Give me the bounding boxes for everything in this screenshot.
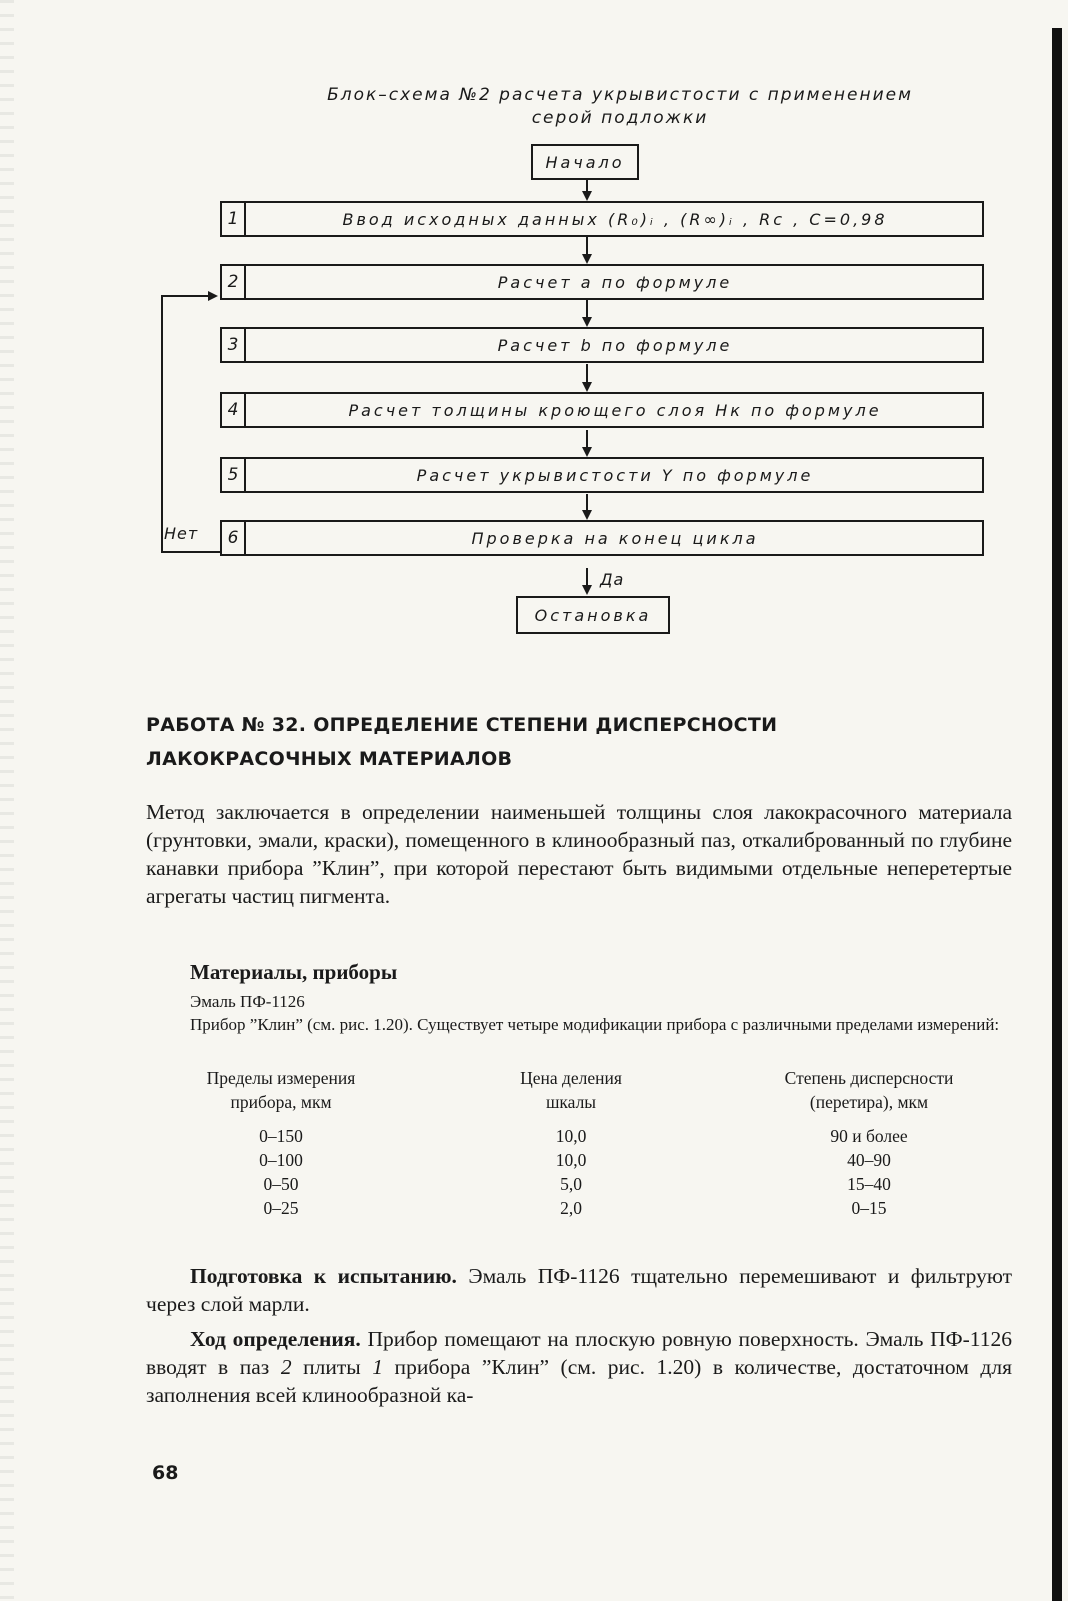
table-cell: 0–15 — [851, 1198, 887, 1218]
table-cell: 15–40 — [847, 1174, 891, 1194]
flowchart-step-4 — [220, 392, 984, 428]
table-cell: 40–90 — [847, 1150, 891, 1170]
flowchart-start-label: Начало — [545, 152, 625, 172]
branch-no-label: Нет — [164, 524, 199, 543]
table-row — [146, 1148, 1012, 1172]
intro-paragraph: Метод заключается в определении наименьшей толщины слоя лакокрасочного материала (грунтовки, эмали, краски), помещенного в клинообразный паз, откалиброванный по глубине канавки прибора ”Клин”, при которой перестают быть видимыми отдельные неперетертые агрегаты частиц пигмента. — [146, 800, 1012, 908]
table-cell: 90 и более — [830, 1126, 908, 1146]
preparation-lead: Подготовка к испытанию. — [190, 1264, 457, 1288]
preparation-text: Эмаль ПФ-1126 тщательно перемешивают и фильтруют через слой марли. — [146, 1264, 1012, 1316]
table-cell: 5,0 — [560, 1174, 582, 1194]
flowchart-step-6 — [220, 520, 984, 556]
flowchart-title-line-2: серой подложки — [531, 108, 709, 128]
flowchart-start — [531, 144, 639, 180]
step-label: Расчет укрывистости Y по формуле — [416, 465, 814, 485]
procedure-lead: Ход определения. — [190, 1327, 361, 1351]
table-header-range: Пределы измерения прибора, мкм — [206, 1068, 356, 1112]
table-header-dispersity: Степень дисперсности (перетира), мкм — [784, 1068, 954, 1112]
procedure-text-2: плиты — [291, 1355, 373, 1379]
table-cell: 0–50 — [263, 1174, 299, 1194]
table-row — [146, 1172, 1012, 1196]
table-cell: 0–25 — [263, 1198, 299, 1218]
step-label: Расчет а по формуле — [497, 272, 733, 292]
step-number: 3 — [222, 329, 246, 361]
step-number: 1 — [222, 203, 246, 235]
flowchart-end — [516, 596, 670, 634]
table-row — [146, 1196, 1012, 1220]
table-cell: 10,0 — [555, 1126, 587, 1146]
step-label: Расчет толщины кроющего слоя Нк по формуле — [348, 400, 882, 420]
flowchart-step-1 — [220, 201, 984, 237]
material-item-device — [146, 1013, 1012, 1037]
material-item-enamel: Эмаль ПФ-1126 — [190, 992, 305, 1011]
table-header-division: Цена деления шкалы — [520, 1068, 622, 1112]
step-number: 4 — [222, 394, 246, 426]
step-label: Расчет b по формуле — [497, 335, 733, 355]
table-cell: 0–150 — [259, 1126, 303, 1146]
section-heading-line-2: ЛАКОКРАСОЧНЫХ МАТЕРИАЛОВ — [146, 748, 513, 770]
material-item-device-text: Прибор ”Клин” (см. рис. 1.20). Существует четыре модификации прибора с различными пределами измерений: — [190, 1015, 1000, 1034]
table-cell: 10,0 — [555, 1150, 587, 1170]
flowchart-step-5 — [220, 457, 984, 493]
step-label: Проверка на конец цикла — [471, 528, 759, 548]
procedure-slot-number: 2 — [280, 1355, 292, 1379]
section-heading — [146, 708, 906, 776]
step-number: 5 — [222, 459, 246, 491]
step-number: 6 — [222, 522, 246, 554]
table-cell: 0–100 — [259, 1150, 303, 1170]
section-heading-line-1: РАБОТА № 32. ОПРЕДЕЛЕНИЕ СТЕПЕНИ ДИСПЕРСНОСТИ — [146, 714, 778, 736]
page-number: 68 — [152, 1462, 179, 1484]
branch-yes-label: Да — [600, 570, 625, 589]
flowchart-step-2 — [220, 264, 984, 300]
preparation-paragraph — [146, 1262, 1012, 1318]
procedure-text-1: Прибор помещают на плоскую ровную поверхность. Эмаль ПФ-1126 вводят в паз — [146, 1327, 1012, 1379]
loop-back-arrow — [162, 296, 220, 552]
flowchart-end-label: Остановка — [534, 605, 652, 625]
procedure-paragraph — [146, 1325, 1012, 1409]
materials-heading: Материалы, приборы — [190, 960, 398, 984]
step-label: Ввод исходных данных (R₀)ᵢ , (R∞)ᵢ , Rс , С=0,98 — [342, 209, 888, 229]
step-number: 2 — [222, 266, 246, 298]
measurement-table — [146, 1066, 1012, 1220]
table-row — [146, 1124, 1012, 1148]
table-header-row — [146, 1066, 1012, 1124]
flowchart-step-3 — [220, 327, 984, 363]
table-cell: 2,0 — [560, 1198, 582, 1218]
flowchart-title-line-1: Блок–схема №2 расчета укрывистости с применением — [327, 85, 913, 105]
procedure-plate-number: 1 — [372, 1355, 384, 1379]
procedure-text-3: прибора ”Клин” (см. рис. 1.20) в количестве, достаточном для заполнения всей клинообразной ка- — [146, 1355, 1012, 1407]
